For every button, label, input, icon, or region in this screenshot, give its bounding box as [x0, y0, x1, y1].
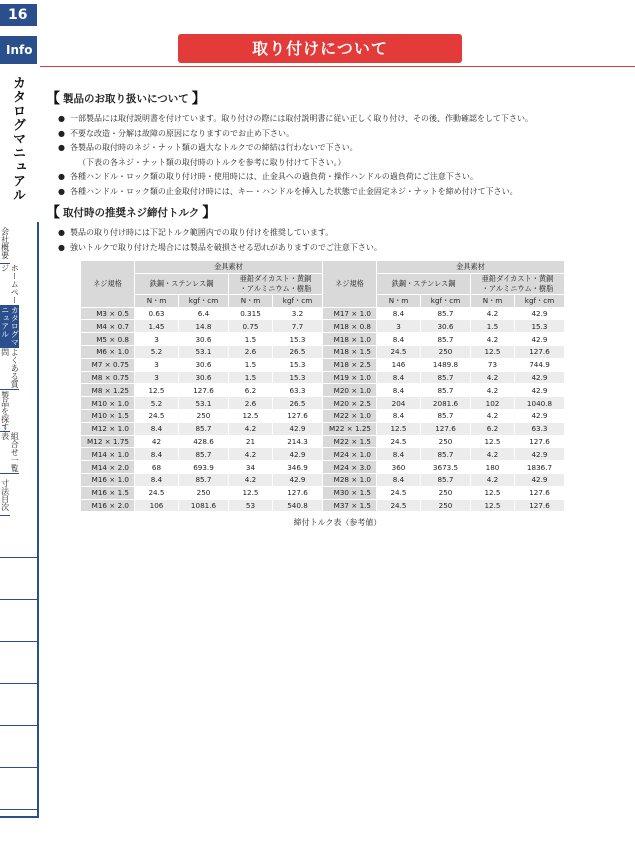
- screw-size-cell: M16 × 1.5: [81, 486, 135, 499]
- torque-value-cell: 12.5: [377, 422, 421, 435]
- torque-value-cell: 6.4: [179, 307, 229, 320]
- screw-size-cell: M22 × 1.25: [323, 422, 377, 435]
- screw-size-cell: M4 × 0.7: [81, 320, 135, 333]
- screw-size-cell: M30 × 1.5: [323, 486, 377, 499]
- screw-size-cell: M20 × 2.5: [323, 397, 377, 410]
- torque-value-cell: 360: [377, 461, 421, 474]
- torque-value-cell: 5.2: [135, 345, 179, 358]
- torque-value-cell: 106: [135, 499, 179, 512]
- torque-value-cell: 6.2: [471, 422, 515, 435]
- header-screw: ネジ規格: [81, 261, 135, 308]
- torque-value-cell: 12.5: [471, 486, 515, 499]
- table-row: [81, 307, 323, 320]
- torque-value-cell: 1.45: [135, 320, 179, 333]
- torque-value-cell: 4.2: [471, 409, 515, 422]
- torque-value-cell: 15.3: [273, 371, 323, 384]
- header-material-group: 金具素材: [135, 261, 323, 274]
- torque-value-cell: 1040.8: [515, 397, 565, 410]
- torque-value-cell: 42.9: [515, 448, 565, 461]
- screw-size-cell: M19 × 1.0: [323, 371, 377, 384]
- torque-value-cell: 180: [471, 461, 515, 474]
- section-heading: 【 取付時の推奨ネジ締付トルク 】: [46, 205, 217, 221]
- screw-size-cell: M7 × 0.75: [81, 358, 135, 371]
- screw-size-cell: M24 × 1.0: [323, 448, 377, 461]
- torque-value-cell: 12.5: [229, 409, 273, 422]
- screw-size-cell: M14 × 1.0: [81, 448, 135, 461]
- torque-value-cell: 24.5: [377, 435, 421, 448]
- torque-value-cell: 2081.6: [421, 397, 471, 410]
- table-row: [323, 435, 565, 448]
- table-row: [323, 499, 565, 512]
- table-row: [81, 461, 323, 474]
- torque-value-cell: 127.6: [515, 499, 565, 512]
- torque-value-cell: 0.315: [229, 307, 273, 320]
- torque-value-cell: 42.9: [515, 371, 565, 384]
- torque-value-cell: 1.5: [229, 371, 273, 384]
- torque-value-cell: 250: [421, 486, 471, 499]
- screw-size-cell: M10 × 1.5: [81, 409, 135, 422]
- torque-value-cell: 1.5: [471, 320, 515, 333]
- table-row: [81, 473, 323, 486]
- bullet-item: ● 強いトルクで取り付けた場合には製品を破損させる恐れがありますのでご注意下さい。: [58, 241, 606, 256]
- torque-value-cell: 85.7: [179, 422, 229, 435]
- torque-value-cell: 4.2: [471, 473, 515, 486]
- screw-size-cell: M28 × 1.0: [323, 473, 377, 486]
- torque-value-cell: 1836.7: [515, 461, 565, 474]
- screw-size-cell: M8 × 1.25: [81, 384, 135, 397]
- torque-value-cell: 85.7: [421, 473, 471, 486]
- table-row: [81, 384, 323, 397]
- torque-value-cell: 8.4: [377, 448, 421, 461]
- torque-value-cell: 127.6: [515, 486, 565, 499]
- torque-value-cell: 3: [135, 333, 179, 346]
- torque-value-cell: 8.4: [377, 473, 421, 486]
- screw-size-cell: M37 × 1.5: [323, 499, 377, 512]
- torque-value-cell: 15.3: [273, 358, 323, 371]
- table-row: [323, 461, 565, 474]
- torque-value-cell: 428.6: [179, 435, 229, 448]
- header-unit-nm: N・m: [135, 294, 179, 307]
- info-tab[interactable]: Info: [0, 36, 37, 64]
- table-row: [81, 371, 323, 384]
- torque-value-cell: 24.5: [377, 499, 421, 512]
- torque-value-cell: 34: [229, 461, 273, 474]
- screw-size-cell: M24 × 3.0: [323, 461, 377, 474]
- torque-value-cell: 12.5: [135, 384, 179, 397]
- torque-value-cell: 0.75: [229, 320, 273, 333]
- header-unit-nm: N・m: [471, 294, 515, 307]
- torque-value-cell: 42.9: [515, 409, 565, 422]
- table-row: [323, 307, 565, 320]
- header-rule: [40, 66, 635, 67]
- header-steel: 鉄鋼・ステンレス鋼: [377, 273, 471, 294]
- table-row: [323, 358, 565, 371]
- header-steel: 鉄鋼・ステンレス鋼: [135, 273, 229, 294]
- table-caption: 締付トルク表（参考値）: [293, 518, 382, 527]
- torque-value-cell: 744.9: [515, 358, 565, 371]
- torque-value-cell: 102: [471, 397, 515, 410]
- page-number: 16: [0, 4, 37, 26]
- torque-value-cell: 24.5: [377, 486, 421, 499]
- table-row: [81, 448, 323, 461]
- torque-value-cell: 85.7: [421, 448, 471, 461]
- torque-value-cell: 4.2: [471, 371, 515, 384]
- torque-value-cell: 8.4: [377, 333, 421, 346]
- table-row: [323, 333, 565, 346]
- torque-value-cell: 8.4: [135, 448, 179, 461]
- torque-value-cell: 1489.8: [421, 358, 471, 371]
- torque-value-cell: 24.5: [135, 486, 179, 499]
- sidebar-empty-slot: [0, 642, 37, 684]
- screw-size-cell: M14 × 2.0: [81, 461, 135, 474]
- bullet-item: ● 各種ハンドル・ロック類の取り付け時・使用時には、止金具への過負荷・操作ハンドルの過負荷にご注意下さい。: [58, 170, 606, 185]
- torque-value-cell: 42.9: [515, 473, 565, 486]
- torque-value-cell: 21: [229, 435, 273, 448]
- screw-size-cell: M18 × 1.5: [323, 345, 377, 358]
- torque-value-cell: 3: [135, 371, 179, 384]
- torque-value-cell: 85.7: [179, 473, 229, 486]
- torque-value-cell: 0.63: [135, 307, 179, 320]
- sidebar-empty-slot: [0, 684, 37, 726]
- torque-value-cell: 3673.5: [421, 461, 471, 474]
- section-heading: 【 製品のお取り扱いについて 】: [46, 91, 206, 107]
- torque-value-cell: 127.6: [273, 486, 323, 499]
- torque-value-cell: 68: [135, 461, 179, 474]
- torque-value-cell: 53: [229, 499, 273, 512]
- screw-size-cell: M3 × 0.5: [81, 307, 135, 320]
- table-row: [81, 409, 323, 422]
- torque-value-cell: 250: [421, 499, 471, 512]
- screw-size-cell: M12 × 1.75: [81, 435, 135, 448]
- table-row: [81, 422, 323, 435]
- torque-value-cell: 250: [421, 435, 471, 448]
- torque-value-cell: 127.6: [179, 384, 229, 397]
- torque-value-cell: 26.5: [273, 345, 323, 358]
- screw-size-cell: M16 × 1.0: [81, 473, 135, 486]
- torque-value-cell: 250: [421, 345, 471, 358]
- torque-value-cell: 63.3: [515, 422, 565, 435]
- torque-value-cell: 15.3: [515, 320, 565, 333]
- sidebar-item-1[interactable]: ホームページ: [0, 264, 20, 304]
- sidebar-item-4[interactable]: 製品を探す: [0, 390, 10, 431]
- screw-size-cell: M18 × 1.0: [323, 333, 377, 346]
- screw-size-cell: M18 × 0.8: [323, 320, 377, 333]
- table-row: [323, 371, 565, 384]
- torque-table-right: [322, 260, 565, 512]
- torque-value-cell: 214.3: [273, 435, 323, 448]
- screw-size-cell: M16 × 2.0: [81, 499, 135, 512]
- torque-value-cell: 30.6: [179, 371, 229, 384]
- header-material-group: 金具素材: [377, 261, 565, 274]
- torque-value-cell: 14.8: [179, 320, 229, 333]
- section-handling: [46, 88, 606, 199]
- sidebar-nav: [0, 222, 37, 810]
- torque-value-cell: 4.2: [229, 422, 273, 435]
- torque-value-cell: 7.7: [273, 320, 323, 333]
- sidebar-item-3[interactable]: よくある質問: [0, 348, 20, 388]
- screw-size-cell: M17 × 1.0: [323, 307, 377, 320]
- torque-value-cell: 8.4: [377, 384, 421, 397]
- torque-value-cell: 127.6: [515, 435, 565, 448]
- torque-value-cell: 12.5: [471, 499, 515, 512]
- torque-value-cell: 693.9: [179, 461, 229, 474]
- section-title-handling: 製品のお取り扱いについて: [63, 92, 189, 105]
- torque-value-cell: 1.5: [229, 333, 273, 346]
- sidebar-bottom-rule: [0, 816, 37, 818]
- header-unit-kgf: kgf・cm: [273, 294, 323, 307]
- screw-size-cell: M8 × 0.75: [81, 371, 135, 384]
- torque-value-cell: 6.2: [229, 384, 273, 397]
- torque-value-cell: 24.5: [135, 409, 179, 422]
- bullet-item: ● 各製品の取付時のネジ・ナット類の過大なトルクでの締結は行わないで下さい。: [58, 141, 606, 156]
- header-zinc-line2: ・アルミニウム・樹脂: [239, 283, 312, 293]
- torque-value-cell: 30.6: [421, 320, 471, 333]
- bullet-item: ● 各種ハンドル・ロック類の止金取付け時には、キー・ハンドルを挿入した状態で止金固定ネジ・ナットを締め付けて下さい。: [58, 185, 606, 200]
- table-row: [323, 384, 565, 397]
- torque-value-cell: 146: [377, 358, 421, 371]
- torque-value-cell: 8.4: [135, 422, 179, 435]
- torque-value-cell: 204: [377, 397, 421, 410]
- torque-value-cell: 24.5: [377, 345, 421, 358]
- table-row: [81, 499, 323, 512]
- torque-value-cell: 85.7: [421, 307, 471, 320]
- table-row: [323, 422, 565, 435]
- torque-value-cell: 250: [179, 486, 229, 499]
- table-row: [323, 486, 565, 499]
- torque-value-cell: 1081.6: [179, 499, 229, 512]
- screw-size-cell: M12 × 1.0: [81, 422, 135, 435]
- torque-value-cell: 42.9: [273, 473, 323, 486]
- sidebar-item-2[interactable]: カタログマニュアル: [0, 306, 20, 346]
- torque-value-cell: 85.7: [421, 409, 471, 422]
- torque-value-cell: 3.2: [273, 307, 323, 320]
- side-title: カタログマニュアル: [10, 76, 25, 202]
- torque-value-cell: 12.5: [229, 486, 273, 499]
- table-row: [81, 435, 323, 448]
- screw-size-cell: M18 × 2.5: [323, 358, 377, 371]
- table-row: [323, 397, 565, 410]
- torque-value-cell: 8.4: [377, 409, 421, 422]
- torque-value-cell: 4.2: [471, 384, 515, 397]
- sidebar-item-6[interactable]: 寸法目次: [0, 474, 10, 516]
- torque-value-cell: 540.8: [273, 499, 323, 512]
- torque-value-cell: 42.9: [273, 422, 323, 435]
- screw-size-cell: M22 × 1.5: [323, 435, 377, 448]
- torque-value-cell: 12.5: [471, 345, 515, 358]
- header-zinc-line1: 亜鉛ダイカスト・黄銅: [481, 273, 554, 283]
- torque-value-cell: 8.4: [377, 371, 421, 384]
- sidebar-item-0[interactable]: 会社概要: [0, 222, 10, 264]
- torque-value-cell: 85.7: [421, 333, 471, 346]
- torque-value-cell: 85.7: [421, 384, 471, 397]
- bullet-item: （下表の各ネジ・ナット類の取付時のトルクを参考に取り付けて下さい。）: [78, 157, 346, 167]
- torque-value-cell: 53.1: [179, 345, 229, 358]
- page-title: 取り付けについて: [178, 34, 462, 63]
- table-row: [323, 473, 565, 486]
- torque-value-cell: 4.2: [471, 333, 515, 346]
- torque-value-cell: 3: [377, 320, 421, 333]
- torque-value-cell: 2.6: [229, 397, 273, 410]
- header-unit-kgf: kgf・cm: [179, 294, 229, 307]
- torque-value-cell: 250: [179, 409, 229, 422]
- torque-value-cell: 42: [135, 435, 179, 448]
- table-row: [323, 448, 565, 461]
- bullet-item: ● 一部製品には取付説明書を付けています。取り付けの際には取付説明書に従い正しく取り付け、その後、作動確認をして下さい。: [58, 112, 606, 127]
- bullet-list-handling: [46, 112, 606, 199]
- torque-value-cell: 73: [471, 358, 515, 371]
- torque-value-cell: 4.2: [229, 473, 273, 486]
- header-unit-kgf: kgf・cm: [421, 294, 471, 307]
- bullet-list-torque: [46, 226, 606, 255]
- torque-value-cell: 85.7: [421, 371, 471, 384]
- torque-value-cell: 53.1: [179, 397, 229, 410]
- sidebar-empty-slot: [0, 768, 37, 810]
- table-row: [81, 486, 323, 499]
- header-screw: ネジ規格: [323, 261, 377, 308]
- section-title-torque: 取付時の推奨ネジ締付トルク: [63, 206, 200, 219]
- screw-size-cell: M5 × 0.8: [81, 333, 135, 346]
- table-row: [81, 320, 323, 333]
- torque-value-cell: 127.6: [421, 422, 471, 435]
- sidebar-empty-slot: [0, 726, 37, 768]
- torque-value-cell: 63.3: [273, 384, 323, 397]
- screw-size-cell: M10 × 1.0: [81, 397, 135, 410]
- header-unit-kgf: kgf・cm: [515, 294, 565, 307]
- torque-value-cell: 42.9: [515, 333, 565, 346]
- section-torque: [46, 202, 606, 255]
- bullet-item: ● 不要な改造・分解は故障の原因になりますのでお止め下さい。: [58, 127, 606, 142]
- bullet-item: ● 製品の取り付け時には下記トルク範囲内での取り付けを推奨しています。: [58, 226, 606, 241]
- torque-value-cell: 85.7: [179, 448, 229, 461]
- screw-size-cell: M6 × 1.0: [81, 345, 135, 358]
- table-row: [81, 333, 323, 346]
- torque-value-cell: 15.3: [273, 333, 323, 346]
- torque-value-cell: 4.2: [471, 307, 515, 320]
- torque-value-cell: 4.2: [229, 448, 273, 461]
- header-zinc: [471, 273, 565, 294]
- table-row: [323, 320, 565, 333]
- torque-value-cell: 42.9: [515, 307, 565, 320]
- torque-value-cell: 2.6: [229, 345, 273, 358]
- header-zinc-line1: 亜鉛ダイカスト・黄銅: [239, 273, 312, 283]
- table-row: [81, 358, 323, 371]
- torque-value-cell: 4.2: [471, 448, 515, 461]
- table-row: [81, 397, 323, 410]
- torque-value-cell: 8.4: [135, 473, 179, 486]
- torque-value-cell: 42.9: [515, 384, 565, 397]
- torque-value-cell: 42.9: [273, 448, 323, 461]
- torque-value-cell: 26.5: [273, 397, 323, 410]
- torque-value-cell: 30.6: [179, 333, 229, 346]
- screw-size-cell: M22 × 1.0: [323, 409, 377, 422]
- torque-value-cell: 127.6: [273, 409, 323, 422]
- header-unit-nm: N・m: [229, 294, 273, 307]
- torque-value-cell: 3: [135, 358, 179, 371]
- table-row: [323, 345, 565, 358]
- torque-value-cell: 8.4: [377, 307, 421, 320]
- header-unit-nm: N・m: [377, 294, 421, 307]
- torque-table-left: [80, 260, 323, 512]
- torque-value-cell: 1.5: [229, 358, 273, 371]
- sidebar-empty-slot: [0, 600, 37, 642]
- torque-value-cell: 346.9: [273, 461, 323, 474]
- torque-value-cell: 5.2: [135, 397, 179, 410]
- table-row: [323, 409, 565, 422]
- sidebar-item-5[interactable]: 組合せ一覧表: [0, 432, 20, 472]
- sidebar-empty-slot: [0, 558, 37, 600]
- torque-value-cell: 127.6: [515, 345, 565, 358]
- screw-size-cell: M20 × 1.0: [323, 384, 377, 397]
- table-row: [81, 345, 323, 358]
- torque-value-cell: 12.5: [471, 435, 515, 448]
- torque-value-cell: 30.6: [179, 358, 229, 371]
- header-zinc: [229, 273, 323, 294]
- header-zinc-line2: ・アルミニウム・樹脂: [481, 283, 554, 293]
